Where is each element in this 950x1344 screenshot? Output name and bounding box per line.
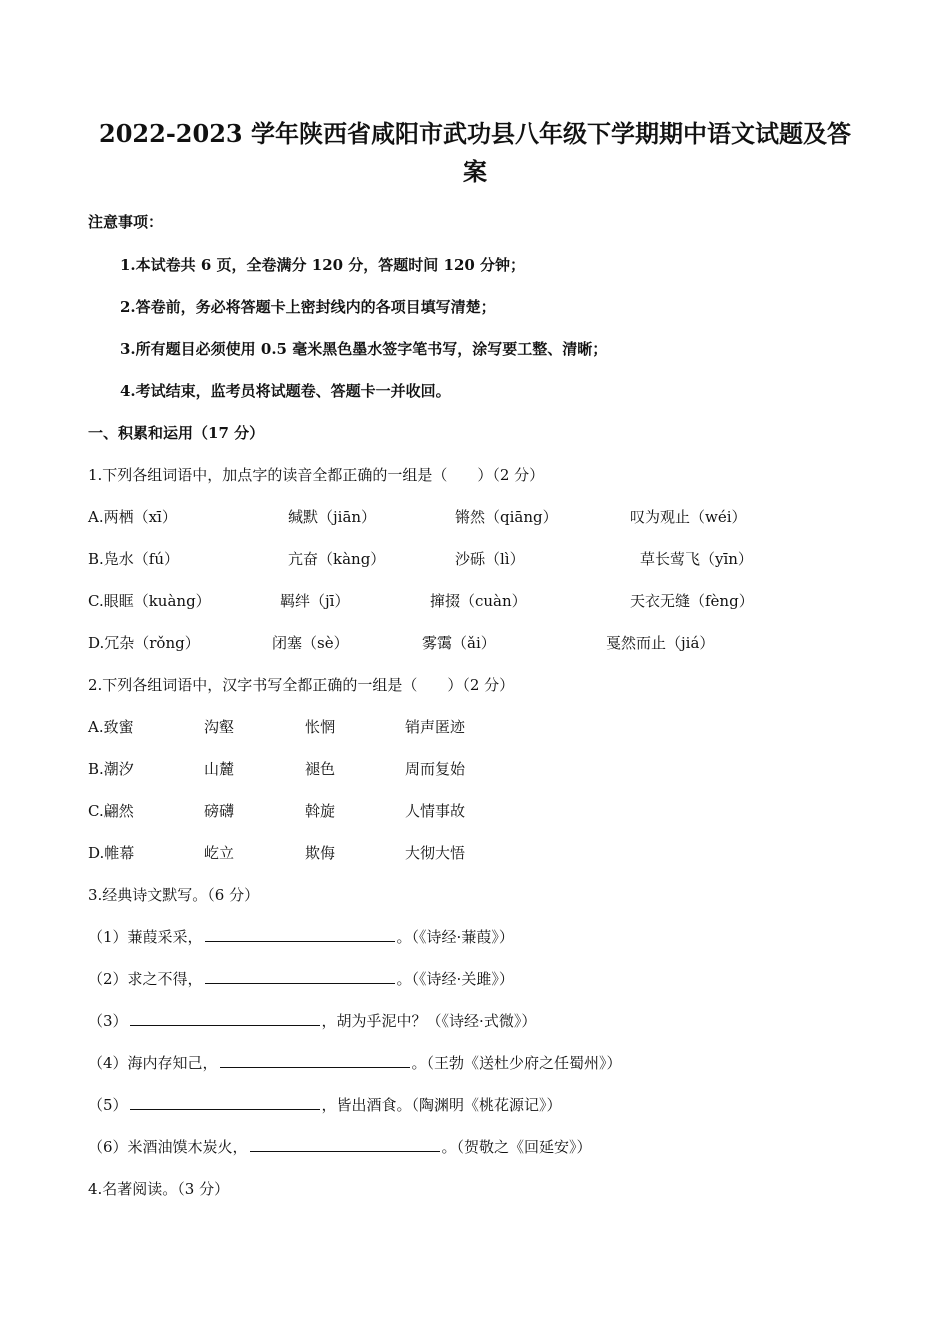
q3-item-4 bbox=[88, 1053, 622, 1073]
q2-option-d-word-4: 大彻大悟 bbox=[405, 844, 466, 862]
q1-option-d-word-4: 戛然而止（jiá） bbox=[606, 634, 715, 652]
q3-item-5-suffix: ，皆出酒食。（陶渊明《桃花源记》） bbox=[321, 1096, 562, 1114]
q3-item-4-suffix: 。（王勃《送杜少府之任蜀州》） bbox=[411, 1054, 622, 1072]
q2-option-b-word-1: B.潮汐 bbox=[88, 760, 134, 778]
q3-item-2-suffix: 。（《诗经·关雎》） bbox=[396, 970, 514, 988]
q2-option-c-word-1: C.翩然 bbox=[88, 802, 134, 820]
q2-option-a-word-1: A.致蜜 bbox=[88, 718, 134, 736]
q1-option-b-word-3: 沙砾（lì） bbox=[455, 550, 525, 568]
answer-blank[interactable] bbox=[205, 969, 395, 984]
question-2-stem: 2.下列各组词语中，汉字书写全都正确的一组是（ ）（2 分） bbox=[88, 676, 515, 694]
q3-item-6-prefix: （6）米酒油馍木炭火， bbox=[88, 1138, 248, 1156]
q3-item-1-suffix: 。（《诗经·蒹葭》） bbox=[396, 928, 514, 946]
q2-option-c-word-3: 斡旋 bbox=[305, 802, 336, 820]
q1-option-c-word-2: 羁绊（jī） bbox=[280, 592, 350, 610]
q3-item-3-prefix: （3） bbox=[88, 1012, 128, 1030]
q2-option-d-word-2: 屹立 bbox=[204, 844, 235, 862]
answer-blank[interactable] bbox=[250, 1137, 440, 1152]
question-3-stem: 3.经典诗文默写。（6 分） bbox=[88, 886, 260, 904]
q2-option-a-word-2: 沟壑 bbox=[204, 718, 235, 736]
q1-option-d-word-1: D.冗杂（rǒng） bbox=[88, 634, 200, 652]
q3-item-2-prefix: （2）求之不得， bbox=[88, 970, 203, 988]
q2-option-a-word-3: 怅惘 bbox=[305, 718, 336, 736]
q1-option-a-word-1: A.两栖（xī） bbox=[88, 508, 177, 526]
question-1-stem: 1.下列各组词语中，加点字的读音全都正确的一组是（ ）（2 分） bbox=[88, 466, 545, 484]
q1-option-a-word-3: 锵然（qiāng） bbox=[455, 508, 558, 526]
q1-option-a-word-4: 叹为观止（wéi） bbox=[630, 508, 747, 526]
answer-blank[interactable] bbox=[130, 1011, 320, 1026]
answer-blank[interactable] bbox=[130, 1095, 320, 1110]
q3-item-4-prefix: （4）海内存知己， bbox=[88, 1054, 218, 1072]
q3-item-3-suffix: ，胡为乎泥中？（《诗经·式微》） bbox=[321, 1012, 537, 1030]
q3-item-6 bbox=[88, 1137, 592, 1157]
question-4-stem: 4.名著阅读。（3 分） bbox=[88, 1180, 230, 1198]
q1-option-b-word-4: 草长莺飞（yīn） bbox=[640, 550, 753, 568]
notice-item: 2.答卷前，务必将答题卡上密封线内的各项目填写清楚； bbox=[120, 298, 496, 316]
q2-option-c-word-4: 人情事故 bbox=[405, 802, 466, 820]
notice-heading: 注意事项： bbox=[88, 213, 164, 231]
q3-item-2 bbox=[88, 969, 514, 989]
q3-item-5 bbox=[88, 1095, 562, 1115]
q3-item-3 bbox=[88, 1011, 536, 1031]
q3-item-5-prefix: （5） bbox=[88, 1096, 128, 1114]
q3-item-1-prefix: （1）蒹葭采采， bbox=[88, 928, 203, 946]
notice-item: 3.所有题目必须使用 0.5 毫米黑色墨水签字笔书写，涂写要工整、清晰； bbox=[120, 340, 608, 358]
notice-item: 1.本试卷共 6 页，全卷满分 120 分，答题时间 120 分钟； bbox=[120, 256, 526, 274]
q1-option-b-word-1: B.凫水（fú） bbox=[88, 550, 180, 568]
q2-option-c-word-2: 磅礴 bbox=[204, 802, 235, 820]
q3-item-1 bbox=[88, 927, 514, 947]
q1-option-a-word-2: 缄默（jiān） bbox=[288, 508, 377, 526]
q3-item-6-suffix: 。（贺敬之《回延安》） bbox=[441, 1138, 592, 1156]
answer-blank[interactable] bbox=[205, 927, 395, 942]
q2-option-d-word-3: 欺侮 bbox=[305, 844, 336, 862]
q1-option-c-word-1: C.眼眶（kuàng） bbox=[88, 592, 211, 610]
q2-option-b-word-3: 褪色 bbox=[305, 760, 336, 778]
page-title: 2022-2023 学年陕西省咸阳市武功县八年级下学期期中语文试题及答 bbox=[99, 119, 851, 148]
q2-option-d-word-1: D.帷幕 bbox=[88, 844, 135, 862]
section-heading: 一、积累和运用（17 分） bbox=[88, 424, 265, 442]
q1-option-c-word-3: 撺掇（cuàn） bbox=[430, 592, 527, 610]
q2-option-a-word-4: 销声匿迹 bbox=[405, 718, 466, 736]
q1-option-d-word-3: 雾霭（ǎi） bbox=[422, 634, 496, 652]
q1-option-d-word-2: 闭塞（sè） bbox=[272, 634, 349, 652]
q1-option-c-word-4: 天衣无缝（fèng） bbox=[630, 592, 754, 610]
q2-option-b-word-2: 山麓 bbox=[204, 760, 235, 778]
q1-option-b-word-2: 亢奋（kàng） bbox=[288, 550, 386, 568]
page-title-continued: 案 bbox=[463, 157, 487, 186]
answer-blank[interactable] bbox=[220, 1053, 410, 1068]
notice-item: 4.考试结束，监考员将试题卷、答题卡一并收回。 bbox=[120, 382, 451, 400]
q2-option-b-word-4: 周而复始 bbox=[405, 760, 466, 778]
